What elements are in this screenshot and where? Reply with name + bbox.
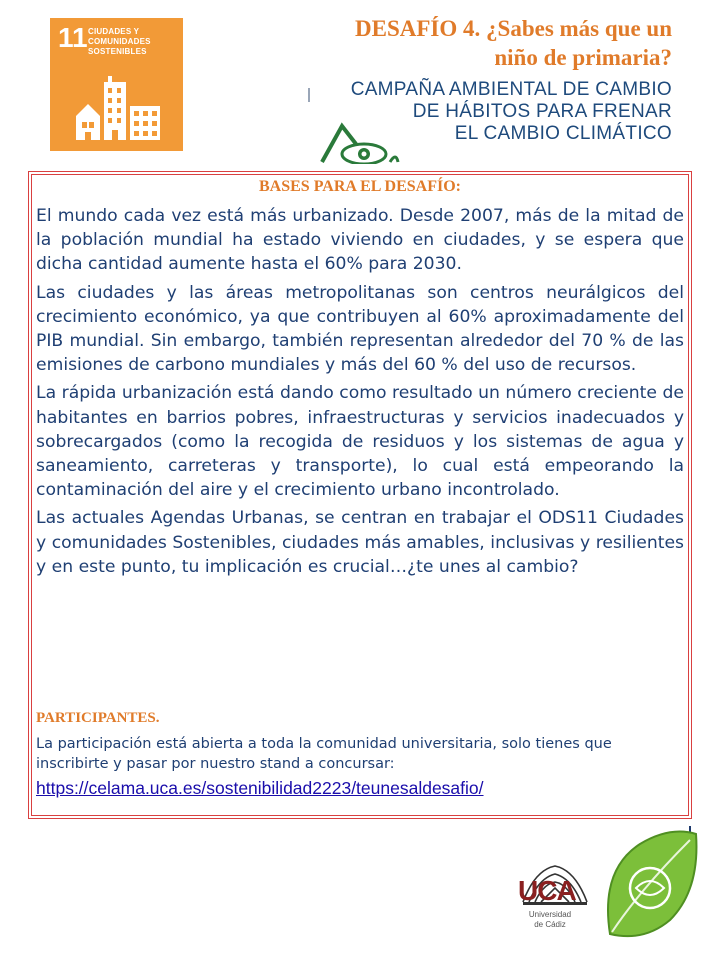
sdg-11-badge	[50, 18, 183, 151]
sdg-label	[88, 27, 151, 57]
challenge-title-line1: DESAFÍO 4. ¿Sabes más que un	[355, 16, 672, 41]
campaign-line: CAMPAÑA AMBIENTAL DE CAMBIO	[350, 79, 672, 100]
campaign-line: EL CAMBIO CLIMÁTICO	[454, 123, 672, 144]
campaign-eye-logo-icon	[320, 122, 400, 164]
challenge-title-line2: niño de primaria?	[494, 45, 672, 70]
uca-subtitle-line: de Cádiz	[534, 920, 566, 929]
participantes-text: La participación está abierta a toda la comunidad universitaria, solo tienes que inscribirte y pasar por nuestro stand a concursar:	[36, 736, 612, 772]
bases-paragraph: El mundo cada vez está más urbanizado. Desde 2007, más de la mitad de la población mundial ha estado viviendo en ciudades, y se espera que dicha cantidad aumente hasta el 60% para 2030.	[36, 206, 684, 275]
bases-body	[36, 204, 684, 583]
bases-paragraph: Las ciudades y las áreas metropolitanas son centros neurálgicos del crecimiento económico, ya que contribuyen al 60% aproximadamente del PIB mundial. Sin embargo, también representan alrededor del 70 % de las emisiones de carbono mundiales y más del 60 % del uso de recursos.	[36, 282, 684, 376]
campaign-line: DE HÁBITOS PARA FRENAR	[412, 101, 672, 122]
sustainability-office-leaf-logo-icon	[600, 830, 700, 942]
uca-wordmark: UCA	[518, 875, 576, 906]
bases-paragraph: La rápida urbanización está dando como resultado un número creciente de habitantes en barrios pobres, infraestructuras y servicios inadecuados y sobrecargados (como la recogida de residuos y los sistemas de agua y saneamiento, carreteras y transporte), lo cual está empeorando la contaminación del aire y el crecimiento urbano incontrolado.	[36, 383, 684, 501]
registration-link[interactable]: https://celama.uca.es/sostenibilidad2223/teunesaldesafio/	[36, 778, 484, 798]
bases-heading: BASES PARA EL DESAFÍO:	[259, 178, 461, 195]
city-buildings-icon	[74, 76, 164, 140]
uca-subtitle	[520, 910, 580, 930]
bases-paragraph: Las actuales Agendas Urbanas, se centran en trabajar el ODS11 Ciudades y comunidades Sostenibles, ciudades más amables, inclusivas y resilientes y en este punto, tu implicación es crucial…¿te unes al cambio?	[36, 508, 684, 577]
sdg-label-line: SOSTENIBLES	[88, 47, 147, 56]
sdg-label-line: CIUDADES Y	[88, 27, 140, 36]
sdg-label-line: COMUNIDADES	[88, 37, 151, 46]
challenge-title	[252, 14, 672, 72]
sdg-number: 11	[58, 22, 88, 53]
uca-subtitle-line: Universidad	[528, 910, 572, 919]
participantes-heading: PARTICIPANTES.	[36, 710, 160, 726]
